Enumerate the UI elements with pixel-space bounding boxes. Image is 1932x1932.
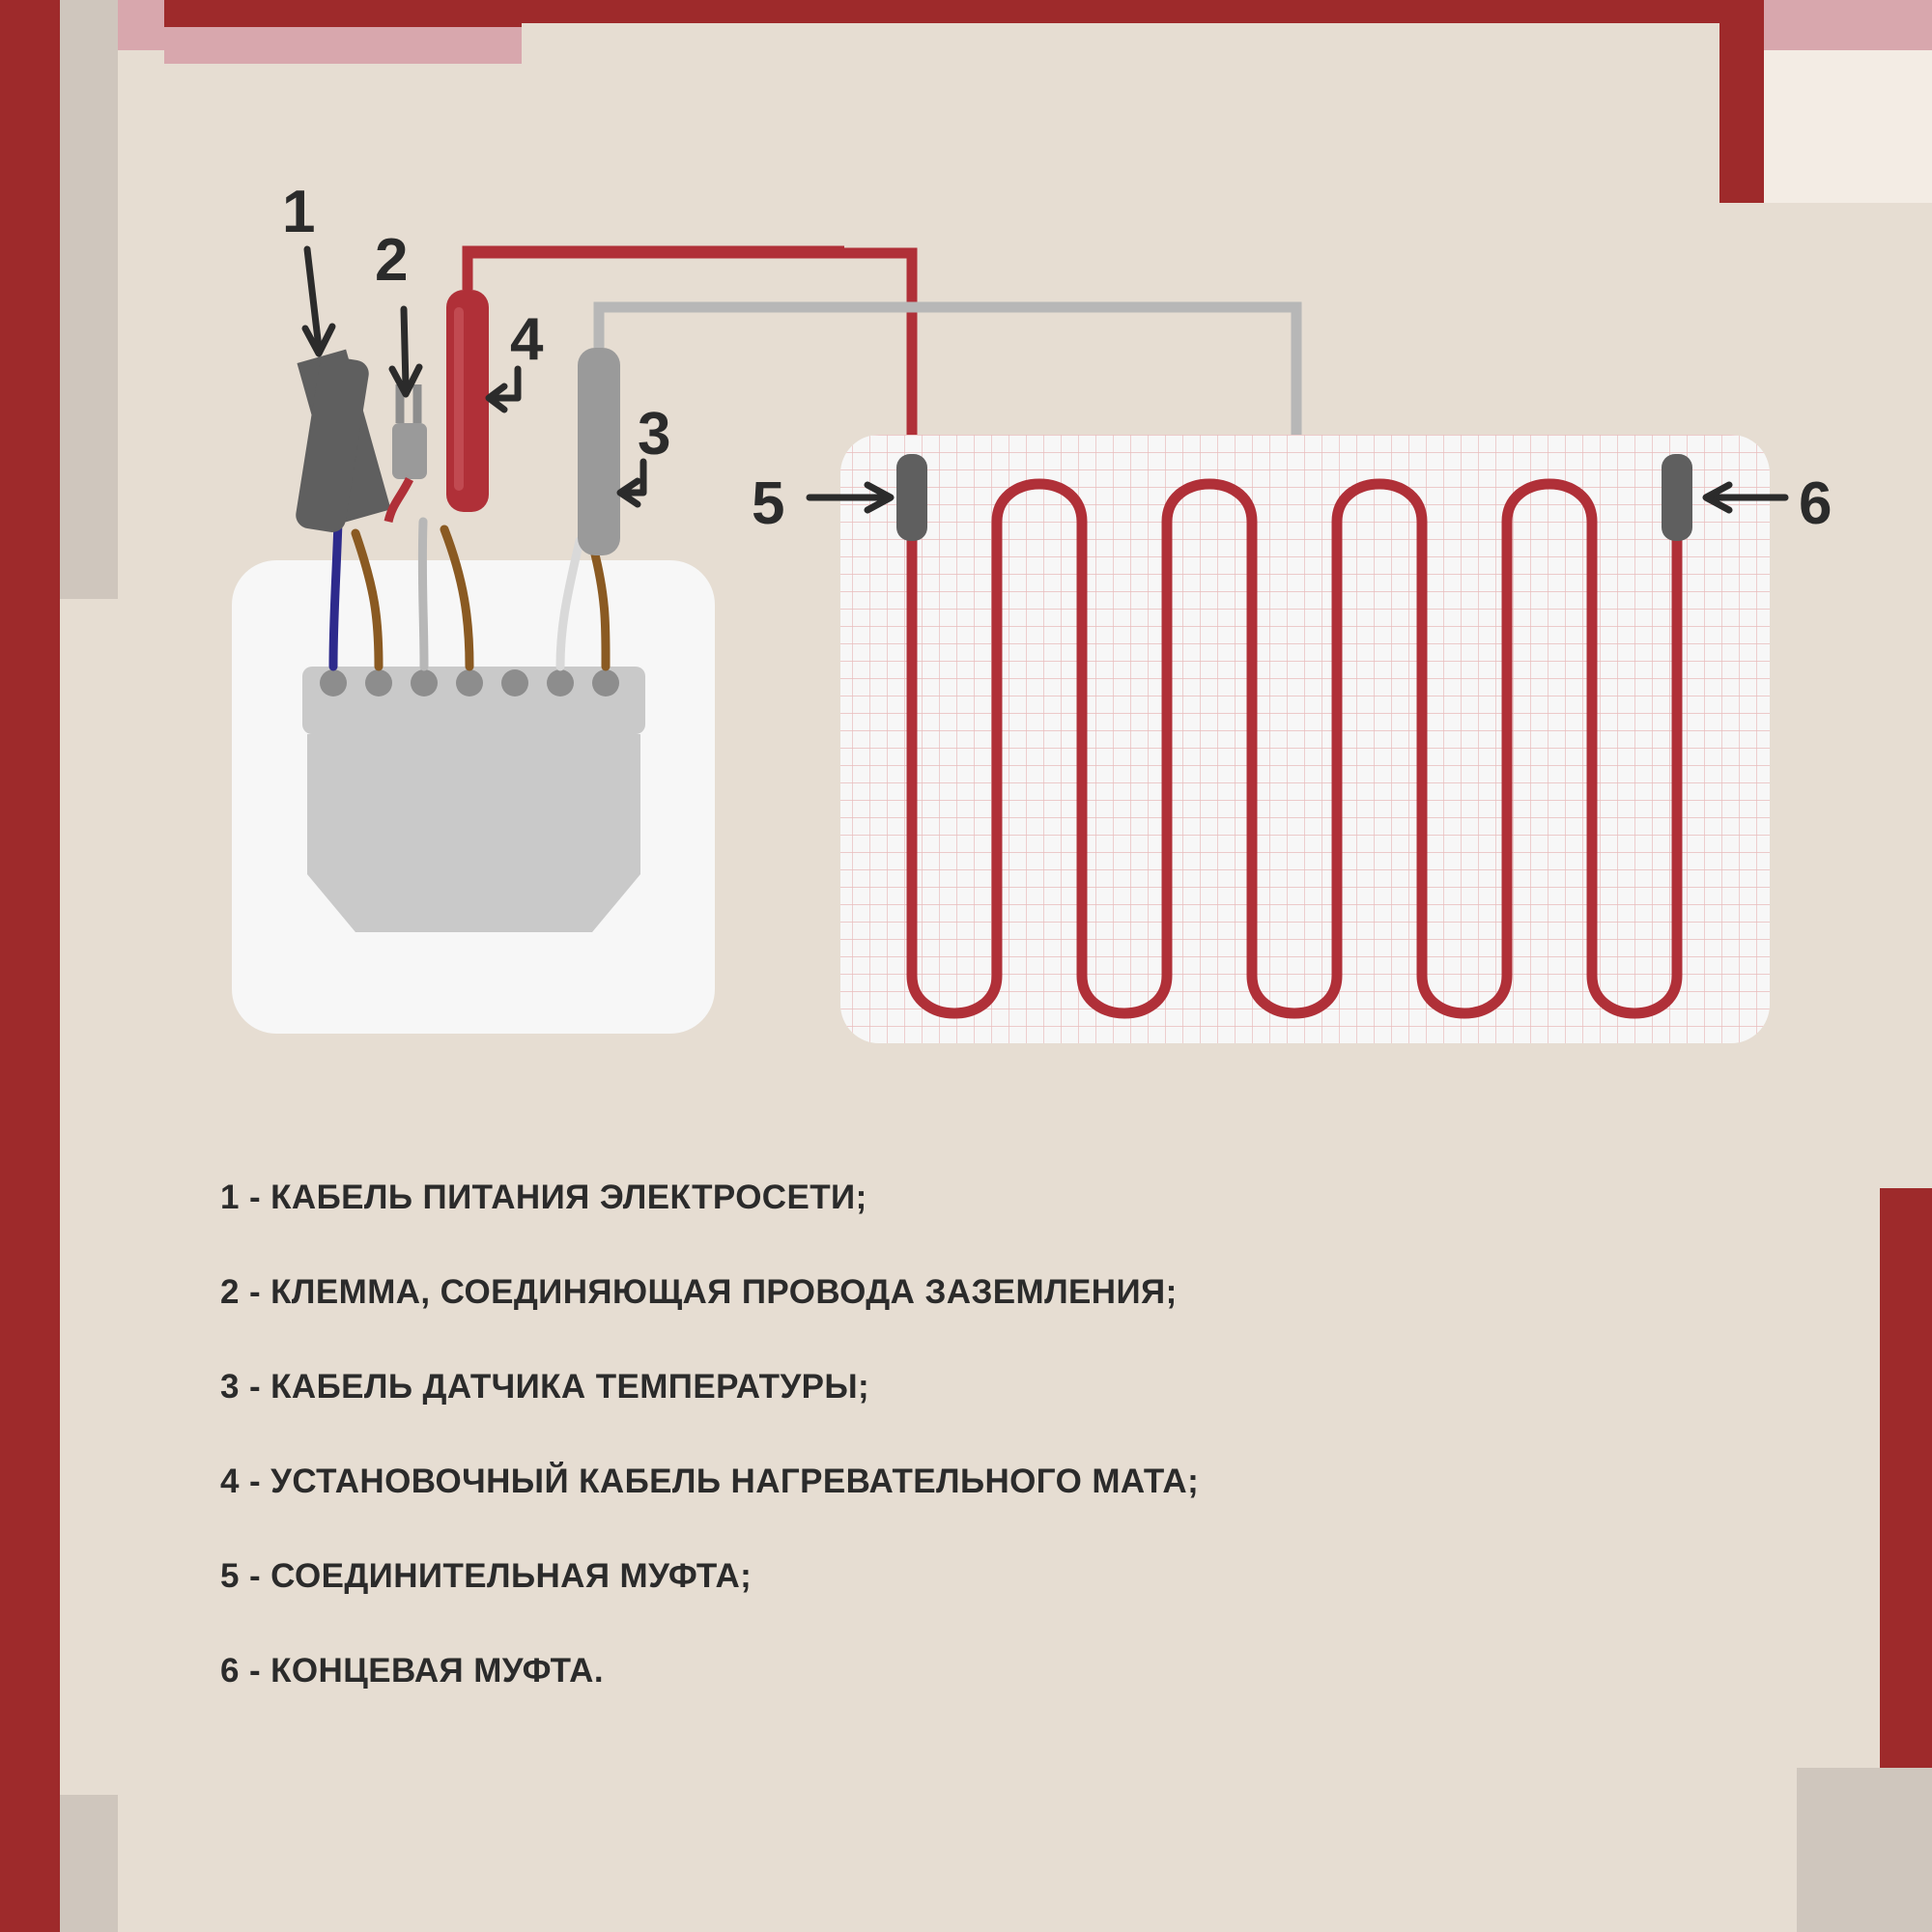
legend-item: 2 - КЛЕММА, СОЕДИНЯЮЩАЯ ПРОВОДА ЗАЗЕМЛЕНИЯ; — [220, 1273, 1178, 1311]
callout-label-4: 4 — [510, 306, 544, 373]
decor-block-bottom-grey — [60, 1795, 118, 1932]
decor-block-bottom-red — [0, 1795, 60, 1932]
legend-item: 1 - КАБЕЛЬ ПИТАНИЯ ЭЛЕКТРОСЕТИ; — [220, 1179, 867, 1216]
decor-block-right-lower-grey — [1797, 1768, 1932, 1932]
coupler-sleeve — [896, 454, 927, 541]
power-cable — [294, 347, 391, 534]
callout-label-6: 6 — [1799, 470, 1833, 537]
ground-terminal — [388, 384, 427, 522]
decor-bar-right-lower-red — [1880, 1188, 1932, 1768]
callout-label-2: 2 — [375, 227, 409, 294]
legend-item: 3 - КАБЕЛЬ ДАТЧИКА ТЕМПЕРАТУРЫ; — [220, 1368, 870, 1406]
legend-item: 4 - УСТАНОВОЧНЫЙ КАБЕЛЬ НАГРЕВАТЕЛЬНОГО МАТА; — [220, 1463, 1200, 1500]
end-coupler-sleeve — [1662, 454, 1692, 541]
legend-item: 5 - СОЕДИНИТЕЛЬНАЯ МУФТА; — [220, 1557, 753, 1595]
callout-label-5: 5 — [752, 470, 785, 537]
legend — [220, 1179, 1766, 1747]
heating-mat — [840, 435, 1770, 1043]
thermostat-panel — [232, 560, 715, 1034]
legend-item: 6 - КОНЦЕВАЯ МУФТА. — [220, 1652, 604, 1690]
callout-label-3: 3 — [638, 401, 671, 468]
callout-label-1: 1 — [282, 179, 316, 245]
